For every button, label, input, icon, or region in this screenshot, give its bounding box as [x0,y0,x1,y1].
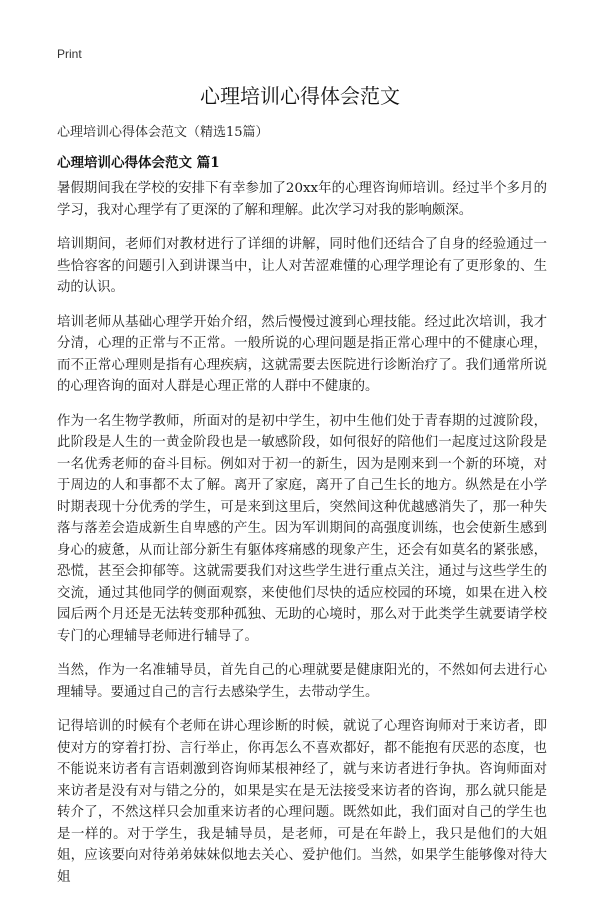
article-body [57,178,547,901]
paragraph: 暑假期间我在学校的安排下有幸参加了20xx年的心理咨询师培训。经过半个多月的学习，我对心理学有了更深的了解和理解。此次学习对我的影响颇深。 [57,181,547,218]
paragraph: 当然，作为一名准辅导员，首先自己的心理就要是健康阳光的，不然如何去进行心理辅导。要通过自己的言行去感染学生，去带动学生。 [57,663,547,700]
paragraph: 培训期间，老师们对教材进行了详细的讲解，同时他们还结合了自身的经验通过一些恰容客的问题引入到讲课当中，让人对苦涩难懂的心理学理论有了更形象的、生动的认识。 [57,237,547,295]
section-heading: 心理培训心得体会范文 篇1 [57,155,220,171]
paragraph: 培训老师从基础心理学开始介绍，然后慢慢过渡到心理技能。经过此次培训，我才分清，心理的正常与不正常。一般所说的心理问题是指正常心理中的不健康心理，而不正常心理则是指有心理疾病，这就需要去医院进行诊断治疗了。我们通常所说的心理咨询的面对人群是心理正常的人群中不健康的。 [57,314,547,394]
document-title: 心理培训心得体会范文 [200,84,400,108]
paragraph: 作为一名生物学教师，所面对的是初中学生，初中生他们处于青春期的过渡阶段，此阶段是人生的一黄金阶段也是一敏感阶段，如何很好的陪他们一起度过这阶段是一名优秀老师的奋斗目标。例如对于初一的新生，因为是刚来到一个新的环境，对于周边的人和事都不太了解。离开了家庭，离开了自己生长的地方。纵然是在小学时期表现十分优秀的学生，可是来到这里后，突然间这种优越感消失了，那一种失落与落差会造成新生自卑感的产生。因为军训期间的高强度训练，也会使新生感到身心的疲惫，从而让部分新生有躯体疼痛感的现象产生，还会有如莫名的紧张感，恐慌，甚至会抑郁等。这就需要我们对这些学生进行重点关注，通过与这些学生的交流，通过其他同学的侧面观察，来使他们尽快的适应校园的环境，如果在进入校园后两个月还是无法转变那种孤独、无助的心境时，那么对于此类学生就要请学校专门的心理辅导老师进行辅导了。 [57,413,547,644]
document-subtitle: 心理培训心得体会范文（精选15篇） [57,125,269,140]
paragraph: 记得培训的时候有个老师在讲心理诊断的时候，就说了心理咨询师对于来访者，即使对方的穿着打扮、言行举止，你再怎么不喜欢都好，都不能抱有厌恶的态度，也不能说来访者有言语刺激到咨询师某根神经了，就与来访者进行争执。咨询师面对来访者是没有对与错之分的，如果是实在是无法接受来访者的咨询，那么就只能是转介了，不然这样只会加重来访者的心理问题。既然如此，我们面对自己的学生也是一样的。对于学生，我是辅导员，是老师，可是在年龄上，我只是他们的大姐姐，应该要向对待弟弟妹妹似地去关心、爱护他们。当然，如果学生能够像对待大姐 [57,719,547,885]
print-label[interactable]: Print [57,47,82,61]
